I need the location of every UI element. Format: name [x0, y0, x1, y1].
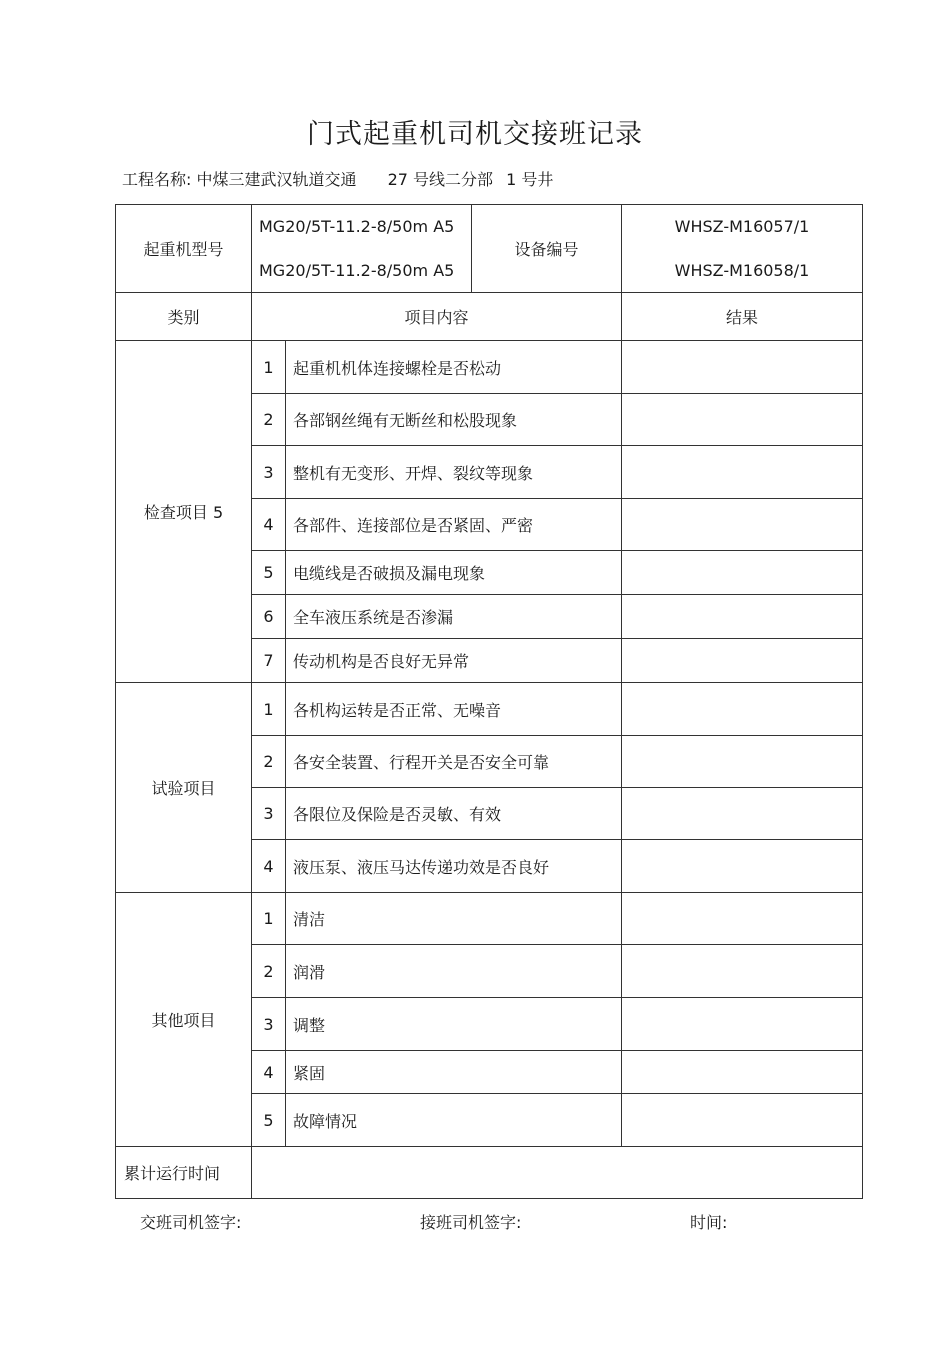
result-cell[interactable] [622, 998, 863, 1051]
crane-model-2: MG20/5T-11.2-8/50m A5 [259, 260, 455, 280]
result-cell[interactable] [622, 945, 863, 998]
result-cell[interactable] [622, 595, 863, 639]
result-cell[interactable] [622, 1094, 863, 1147]
item-content: 整机有无变形、开焊、裂纹等现象 [286, 446, 622, 499]
table-row [116, 341, 863, 394]
item-content: 故障情况 [286, 1094, 622, 1147]
item-content: 电缆线是否破损及漏电现象 [286, 551, 622, 595]
crane-model-1: MG20/5T-11.2-8/50m A5 [259, 216, 455, 236]
page-title: 门式起重机司机交接班记录 [307, 119, 643, 150]
header-row [116, 205, 863, 293]
equipment-no-values [622, 205, 863, 293]
item-number: 4 [252, 1051, 286, 1094]
item-number: 3 [252, 788, 286, 840]
item-content: 各部钢丝绳有无断丝和松股现象 [286, 394, 622, 446]
result-cell[interactable] [622, 788, 863, 840]
column-result: 结果 [622, 293, 863, 341]
item-number: 1 [252, 341, 286, 394]
project-name-part2: 27 号线二分部 [387, 170, 494, 189]
crane-model-label: 起重机型号 [116, 205, 252, 293]
result-cell[interactable] [622, 736, 863, 788]
item-content: 各限位及保险是否灵敏、有效 [286, 788, 622, 840]
section-name: 其他项目 [116, 893, 252, 1147]
item-number: 5 [252, 551, 286, 595]
result-cell[interactable] [622, 499, 863, 551]
item-number: 5 [252, 1094, 286, 1147]
result-cell[interactable] [622, 446, 863, 499]
item-number: 1 [252, 683, 286, 736]
item-content: 清洁 [286, 893, 622, 945]
item-content: 传动机构是否良好无异常 [286, 639, 622, 683]
item-number: 4 [252, 840, 286, 893]
item-content: 各部件、连接部位是否紧固、严密 [286, 499, 622, 551]
equipment-no-2: WHSZ-M16058/1 [674, 260, 810, 280]
item-number: 7 [252, 639, 286, 683]
result-cell[interactable] [622, 683, 863, 736]
project-name-line [122, 167, 553, 190]
section-name: 试验项目 [116, 683, 252, 893]
item-number: 4 [252, 499, 286, 551]
project-label: 工程名称: [122, 170, 192, 189]
item-content: 调整 [286, 998, 622, 1051]
item-number: 2 [252, 945, 286, 998]
item-content: 全车液压系统是否渗漏 [286, 595, 622, 639]
result-cell[interactable] [622, 639, 863, 683]
item-content: 各安全装置、行程开关是否安全可靠 [286, 736, 622, 788]
handover-record-table [115, 204, 863, 1199]
result-cell[interactable] [622, 1051, 863, 1094]
result-cell[interactable] [622, 341, 863, 394]
equipment-no-label: 设备编号 [472, 205, 622, 293]
equipment-no-1: WHSZ-M16057/1 [674, 216, 810, 236]
table-row [116, 683, 863, 736]
project-name-part1: 中煤三建武汉轨道交通 [196, 170, 357, 189]
takeover-driver-signature: 接班司机签字: [420, 1213, 522, 1232]
column-category: 类别 [116, 293, 252, 341]
item-number: 3 [252, 998, 286, 1051]
item-content: 各机构运转是否正常、无噪音 [286, 683, 622, 736]
section-name: 检查项目 5 [116, 341, 252, 683]
cumulative-runtime-row [116, 1147, 863, 1199]
time-label: 时间: [690, 1213, 728, 1232]
item-content: 液压泵、液压马达传递功效是否良好 [286, 840, 622, 893]
result-cell[interactable] [622, 840, 863, 893]
result-cell[interactable] [622, 551, 863, 595]
item-number: 3 [252, 446, 286, 499]
item-content: 紧固 [286, 1051, 622, 1094]
column-header-row [116, 293, 863, 341]
item-number: 6 [252, 595, 286, 639]
item-content: 润滑 [286, 945, 622, 998]
item-number: 2 [252, 736, 286, 788]
project-name-part3: 1 号井 [506, 170, 554, 189]
item-number: 2 [252, 394, 286, 446]
item-content: 起重机机体连接螺栓是否松动 [286, 341, 622, 394]
crane-model-values [252, 205, 472, 293]
cumulative-runtime-label: 累计运行时间 [116, 1147, 252, 1199]
item-number: 1 [252, 893, 286, 945]
handover-driver-signature: 交班司机签字: [140, 1213, 242, 1232]
column-content: 项目内容 [252, 293, 622, 341]
result-cell[interactable] [622, 893, 863, 945]
cumulative-runtime-value[interactable] [252, 1147, 863, 1199]
table-row [116, 893, 863, 945]
result-cell[interactable] [622, 394, 863, 446]
